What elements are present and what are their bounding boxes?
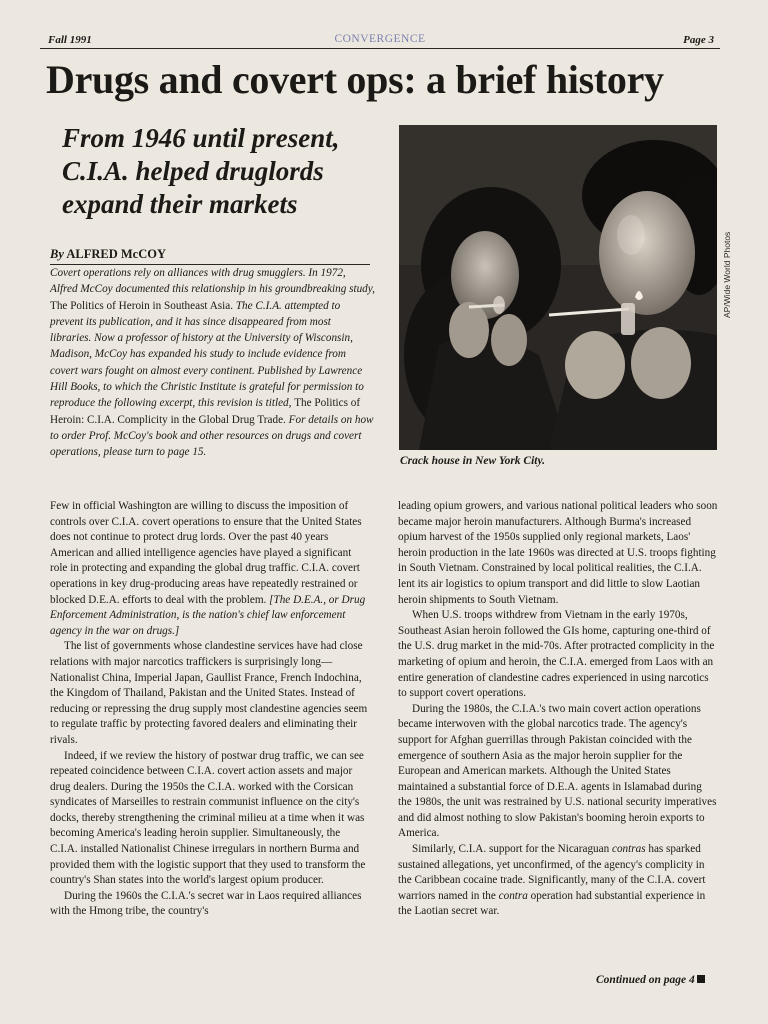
photo-credit: AP/Wide World Photos bbox=[722, 231, 732, 318]
body-text: operation had substantial experience in the Laotian secret war. bbox=[398, 889, 706, 918]
body-paragraph bbox=[398, 842, 718, 920]
intro-paragraph bbox=[50, 265, 375, 461]
body-column-right bbox=[398, 499, 718, 920]
continued-text: Continued on page 4 bbox=[596, 974, 695, 986]
body-column-left bbox=[50, 499, 370, 920]
article-headline: Drugs and covert ops: a brief history bbox=[46, 57, 664, 102]
editor-note: [The D.E.A., or Drug Enforcement Administration, is the nation's chief law enforcement agency in the war on drugs.] bbox=[50, 593, 366, 637]
article-deck: From 1946 until present, C.I.A. helped druglords expand their markets bbox=[62, 123, 340, 219]
body-paragraph: During the 1980s, the C.I.A.'s two main covert action operations became interwoven with the global narcotics trade. The agency's support for Afghan guerrillas through Pakistan coincided with the emergence of southern Asia as the major heroin supplier for the European and American markets. Although the United States maintained a substantial force of D.E.A. agents in Islamabad during the 1980s, the unit was restrained by U.S. national security imperatives and did almost nothing to slow Pakistan's booming heroin exports to America. bbox=[398, 702, 717, 840]
body-paragraph: leading opium growers, and various national political leaders who soon became major heroin manufacturers. Although Burma's increased opium harvest of the 1950s supplied only regional markets, Laos' heroin production in the late 1960s was directed at U.S. troops fighting in South Vietnam. Constrained by local political realities, the C.I.A. lent its air logistics to opium transport and did little to slow Laotian heroin shipments to South Vietnam. bbox=[398, 500, 718, 606]
intro-text: Covert operations rely on alliances with drug smugglers. In 1972, Alfred McCoy documented this relationship in his groundbreaking study, bbox=[50, 267, 375, 296]
author-name: ALFRED McCOY bbox=[66, 247, 166, 261]
intro-text: The C.I.A. attempted to prevent its publication, and it has since disappeared from most libraries. Now a professor of history at the University of Wisconsin, Madison, McCoy has expanded his study to include evidence from covert wars fought on almost every continent. Published by Lawrence Hill Books, to which the Christic Institute is grateful for permission to reproduce the following excerpt, this revision is titled, bbox=[50, 299, 364, 410]
body-paragraph bbox=[50, 499, 370, 639]
book-title-revised: The Politics of Heroin: C.I.A. Complicity in the Global Drug Trade. bbox=[50, 397, 361, 426]
body-paragraph: The list of governments whose clandestine services have had close relations with major narcotics traffickers is surprisingly long—Nationalist China, Imperial Japan, Gaullist France, French Indochina, the Kingdom of Thailand, Pakistan and the United States. Instead of reducing or repressing the drug supply most clandestine agencies seem to regulate traffic by protecting favored dealers and eliminating their rivals. bbox=[50, 640, 368, 746]
italic-term: contras bbox=[611, 843, 646, 856]
end-square-icon bbox=[697, 975, 705, 983]
continued-link[interactable] bbox=[596, 974, 705, 986]
book-title: The Politics of Heroin in Southeast Asia. bbox=[50, 299, 234, 312]
body-paragraph: Indeed, if we review the history of postwar drug traffic, we can see repeated coincidence between C.I.A. covert action assets and major drug dealers. During the 1950s the C.I.A. worked with the Corsican syndicates of Marseilles to restrain communist influence on the city's docks, thereby strengthening the criminal milieu at a time when it was becoming America's leading heroin supplier. Simultaneously, the C.I.A. installed Nationalist Chinese irregulars in northern Burma and provided them with the logistic support that they used to transform the country's Shan states into the world's largest opium producer. bbox=[50, 749, 366, 887]
publication-name: CONVERGENCE bbox=[334, 33, 426, 45]
page-number: Page 3 bbox=[683, 34, 714, 46]
running-head bbox=[40, 33, 720, 49]
issue-date: Fall 1991 bbox=[48, 34, 92, 46]
italic-term: contra bbox=[498, 889, 528, 902]
body-paragraph: During the 1960s the C.I.A.'s secret war in Laos required alliances with the Hmong tribe, the country's bbox=[50, 889, 362, 918]
photo-illustration bbox=[399, 125, 717, 450]
body-paragraph: When U.S. troops withdrew from Vietnam in the early 1970s, Southeast Asian heroin followed the GIs home, capturing one-third of the U.S. drug market in the mid-70s. After protracted complicity in the marketing of opium and heroin, the C.I.A. emerged from Laos with an entire generation of clandestine cadres experienced in using narcotics to support covert operations. bbox=[398, 609, 715, 700]
body-text: Similarly, C.I.A. support for the Nicaraguan bbox=[412, 843, 612, 856]
byline-prefix: By bbox=[50, 247, 64, 261]
photo-caption: Crack house in New York City. bbox=[400, 455, 546, 467]
intro-text: For details on how to order Prof. McCoy's book and other resources on drugs and covert operations, please turn to page 15. bbox=[50, 413, 374, 459]
body-text: has sparked sustained allegations, yet unconfirmed, of the agency's complicity in the Caribbean cocaine trade. Significantly, many of the C.I.A. covert warriors named in the bbox=[398, 843, 706, 902]
body-text: Few in official Washington are willing to discuss the imposition of controls over C.I.A. covert operations to ensure that the United States does not continue to protect drug lords. Over the past 40 years American and allied intelligence agencies have played a significant role in protecting and expanding the global drug traffic. C.I.A. covert operations in key drug-producing areas have repeatedly restrained or blocked D.E.A. efforts to deal with the problem. bbox=[50, 500, 362, 606]
byline bbox=[50, 247, 370, 265]
crack-house-photo bbox=[399, 125, 717, 450]
